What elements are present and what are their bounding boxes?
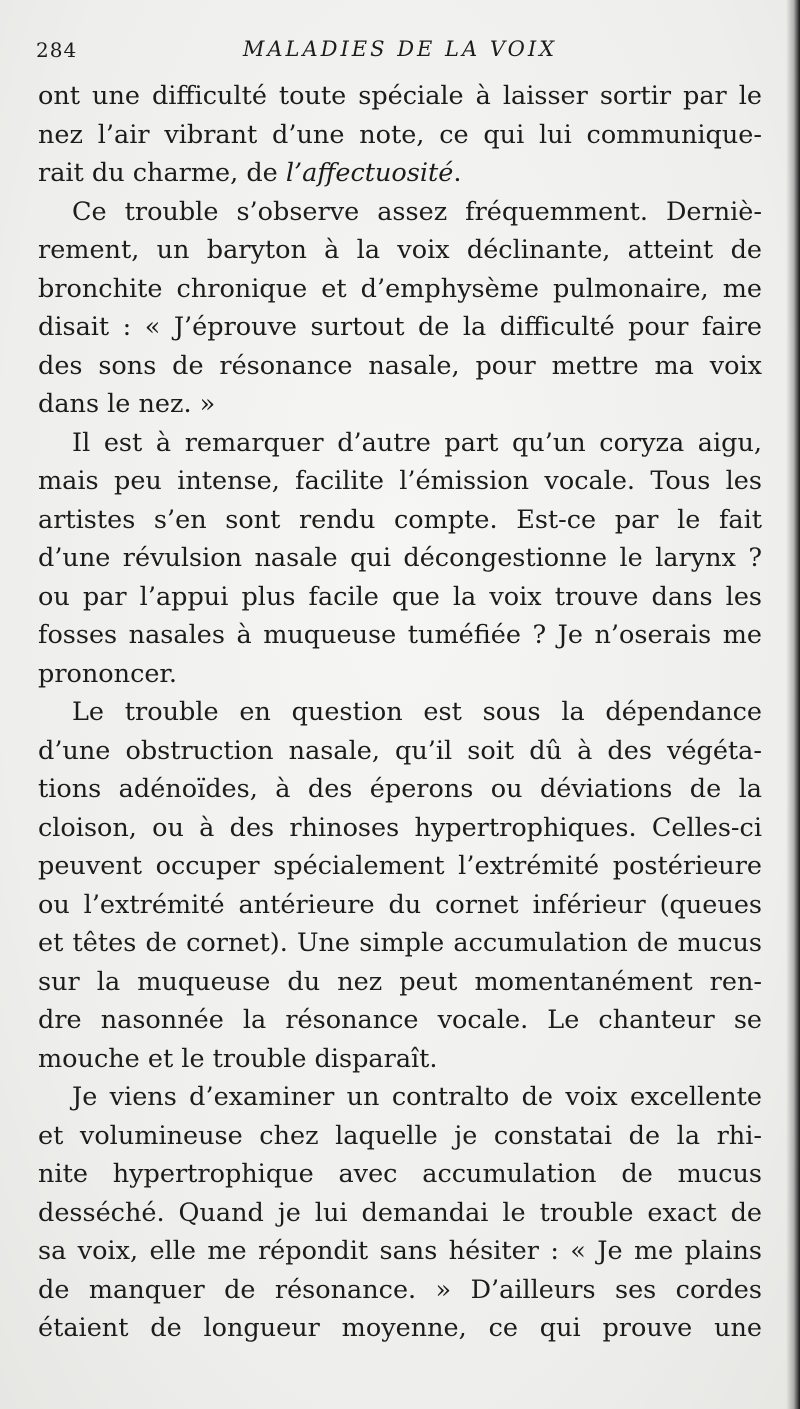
text-line: artistes s’en sont rendu compte. Est-ce par le fait [38,504,762,535]
text-line: Le trouble en question est sous la dépendance [72,697,762,727]
text-line: sur la muqueuse du nez peut momentanément ren- [38,966,762,997]
emphasized-word: l’affectuosité [285,158,454,188]
text-line: de manquer de résonance. » D’ailleurs ses cordes [38,1274,762,1305]
text-line: desséché. Quand je lui demandai le trouble exact de [38,1197,762,1228]
body-text [38,77,762,1348]
text-line: tions adénoïdes, à des éperons ou déviations de la [38,774,762,804]
text-line: Ce trouble s’observe assez fréquemment. Derniè- [72,196,762,227]
text-line: étaient de longueur moyenne, ce qui prouve une [38,1313,762,1343]
text-line: nez l’air vibrant d’une note, ce qui lui communique- [38,119,762,150]
text-line: ou par l’appui plus facile que la voix trouve dans les [38,581,762,612]
text-line: des sons de résonance nasale, pour mettre ma voix [38,350,762,381]
text-line: nite hypertrophique avec accumulation de mucus [38,1159,762,1189]
text-line: Il est à remarquer d’autre part qu’un coryza aigu, [72,427,762,458]
text-line: dre nasonnée la résonance vocale. Le chanteur se [38,1005,762,1035]
text-line: bronchite chronique et d’emphysème pulmonaire, me [38,273,762,304]
text-line: disait : « J’éprouve surtout de la difficulté pour faire [38,312,762,342]
text-line [38,154,762,193]
running-title: MALADIES DE LA VOIX [242,37,558,61]
text-line: prononcer. [38,658,177,689]
page-edge-shadow [786,0,800,1409]
text-line: et têtes de cornet). Une simple accumulation de mucus [38,928,762,958]
text-line: sa voix, elle me répondit sans hésiter : « Je me plains [38,1236,762,1266]
text-line: dans le nez. » [38,389,216,419]
text-line: cloison, ou à des rhinoses hypertrophiques. Celles-ci [38,812,762,843]
text-line: peuvent occuper spécialement l’extrémité postérieure [38,851,762,881]
text-line: Je viens d’examiner un contralto de voix excellente [72,1082,762,1112]
text-line: mais peu intense, facilite l’émission vocale. Tous les [38,466,762,496]
text-run: . [453,158,462,188]
text-line: ou l’extrémité antérieure du cornet inférieur (queues [38,889,762,920]
text-line: rement, un baryton à la voix déclinante, atteint de [38,235,762,265]
text-line: fosses nasales à muqueuse tuméfiée ? Je n’oserais me [38,620,762,650]
text-line: et volumineuse chez laquelle je constatai de la rhi- [38,1120,762,1151]
text-line: ont une difficulté toute spéciale à laisser sortir par le [38,81,762,111]
text-line: d’une révulsion nasale qui décongestionne le larynx ? [38,543,762,573]
text-line: d’une obstruction nasale, qu’il soit dû à des végéta- [38,735,762,766]
text-run: rait du charme, de [38,158,286,188]
text-line: mouche et le trouble disparaît. [38,1043,438,1074]
page-number: 284 [36,38,78,62]
